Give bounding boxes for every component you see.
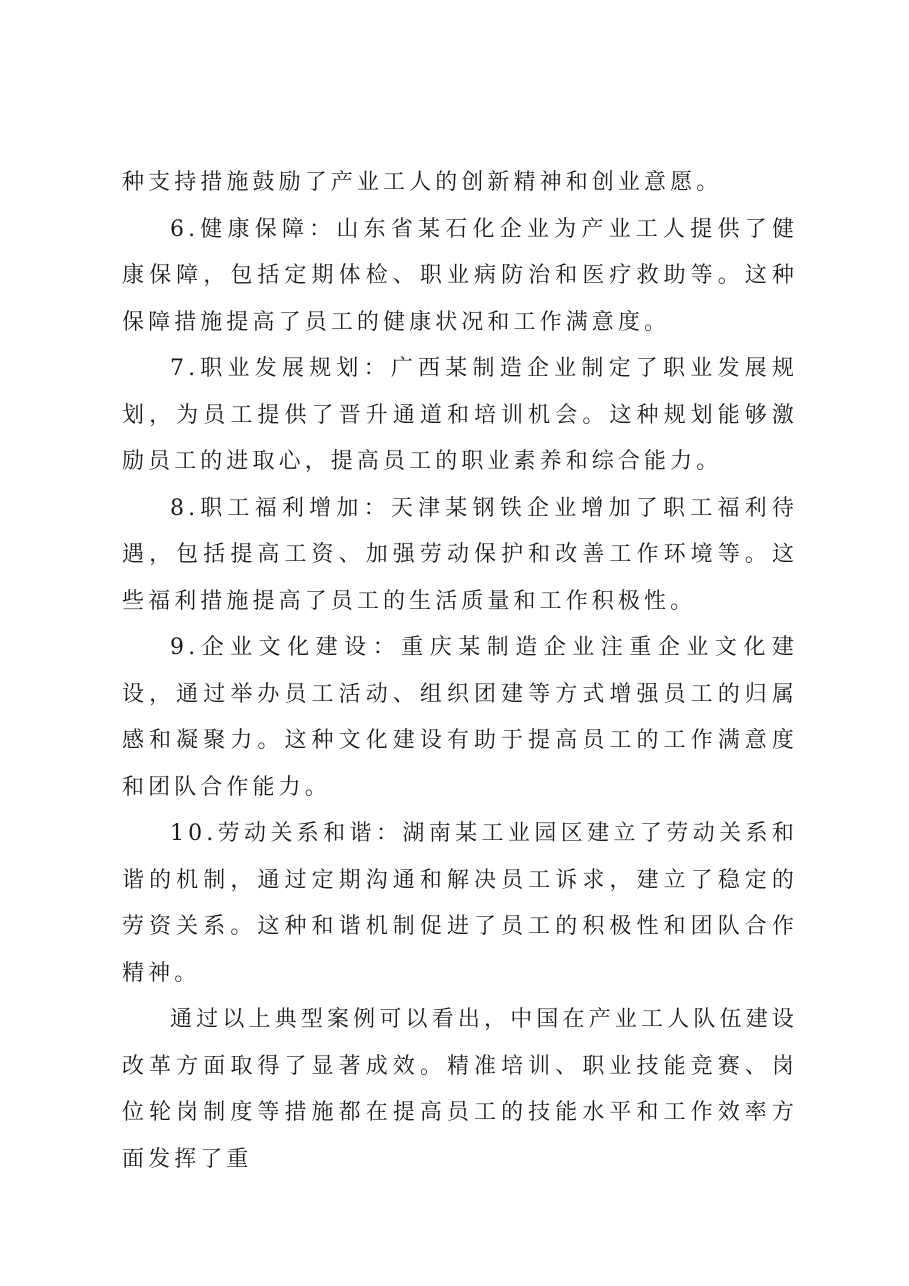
paragraph-9-corporate-culture: 9.企业文化建设：重庆某制造企业注重企业文化建设，通过举办员工活动、组织团建等方式增强员工的归属感和凝聚力。这种文化建设有助于提高员工的工作满意度和团队合作能力。 xyxy=(122,635,798,800)
document-body xyxy=(122,160,798,1183)
paragraph-8-employee-welfare: 8.职工福利增加：天津某钢铁企业增加了职工福利待遇，包括提高工资、加强劳动保护和改善工作环境等。这些福利措施提高了员工的生活质量和工作积极性。 xyxy=(122,495,798,614)
paragraph-6-health-protection: 6.健康保障：山东省某石化企业为产业工人提供了健康保障，包括定期体检、职业病防治和医疗救助等。这种保障措施提高了员工的健康状况和工作满意度。 xyxy=(122,216,798,335)
paragraph-10-labor-relations: 10.劳动关系和谐：湖南某工业园区建立了劳动关系和谐的机制，通过定期沟通和解决员工诉求，建立了稳定的劳资关系。这种和谐机制促进了员工的积极性和团队合作精神。 xyxy=(122,821,798,986)
paragraph-continuation: 种支持措施鼓励了产业工人的创新精神和创业意愿。 xyxy=(122,170,723,195)
paragraph-summary: 通过以上典型案例可以看出，中国在产业工人队伍建设改革方面取得了显著成效。精准培训、职业技能竞赛、岗位轮岗制度等措施都在提高员工的技能水平和工作效率方面发挥了重 xyxy=(122,1007,798,1172)
paragraph-7-career-planning: 7.职业发展规划：广西某制造企业制定了职业发展规划，为员工提供了晋升通道和培训机会。这种规划能够激励员工的进取心，提高员工的职业素养和综合能力。 xyxy=(122,356,798,474)
